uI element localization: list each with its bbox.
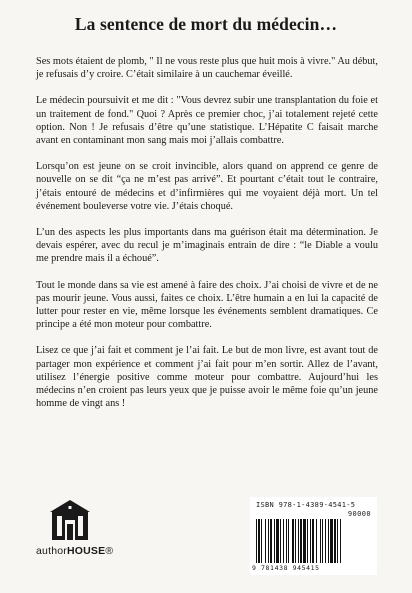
blurb-paragraph-3: Lorsqu’on est jeune on se croit invincible, alors quand on apprend ce genre de nouvelle on se dit “ça ne m’est pas arrivé”. Et pourtant c’était tout le contraire, j’étais entouré de médecins et d’infirmières qui me voyaient déjà mort. Un tel événement bouleverse votre vie. J’étais choqué. [36, 161, 378, 212]
blurb-paragraph-1: Ses mots étaient de plomb, " Il ne vous reste plus que huit mois à vivre." Au début, je refusais d’y croire. C’était similaire à un cauchemar éveillé. [36, 56, 378, 81]
barcode-bars [256, 519, 371, 563]
blurb-text [36, 55, 378, 423]
barcode-digits: 9 781438 945415 [252, 564, 320, 572]
registered-mark: ® [105, 545, 114, 557]
publisher-name-bold: HOUSE [66, 545, 106, 557]
blurb-paragraph-6: Lisez ce que j’ai fait et comment je l’ai fait. Le but de mon livre, est avant tout de partager mon expérience et comment j’ai fait pour m’en sortir. Allez de l’avant, utilisez l’énergie positive comme moteur pour combattre. Aujourd’hui les médecins n’en croient pas leurs yeux que je puisse avoir le même foie qu’un jeune homme de vingt ans ! [36, 345, 378, 410]
publisher-name [36, 545, 114, 557]
blurb-paragraph-4: L’un des aspects les plus importants dans ma guérison était ma détermination. Je devais espérer, avec du recul je m’imaginais entrain de dire : “le Diable a voulu me prendre mais il a échoué”. [36, 227, 378, 265]
blurb-paragraph-5: Tout le monde dans sa vie est amené à faire des choix. J’ai choisi de vivre et de ne pas mourir jeune. Vous aussi, faites ce choix. L’être humain a en lui la capacité de lutter pour rester en vie, même lorsque les événements semblent dramatiques. Ce principe a été mon moteur pour combattre. [36, 279, 378, 331]
back-cover-title: La sentence de mort du médecin… [74, 14, 338, 34]
blurb-paragraph-2: Le médecin poursuivit et me dit : "Vous devrez subir une transplantation du foie et un traitement de fond." Quoi ? Après ce premier choc, j’ai totalement rejeté cette option. Non ! Je refusais d’être qu’une statistique. L’Hépatite C faisait marche avant en contaminant mon sang mais moi j’allais combattre. [36, 95, 378, 147]
isbn-barcode [250, 497, 377, 575]
publisher-name-light: author [36, 545, 67, 557]
authorhouse-building-logo-icon [48, 498, 92, 542]
publisher-logo [36, 498, 114, 557]
isbn-number: ISBN 978-1-4389-4541-5 [256, 501, 356, 509]
price-code: 90000 [347, 510, 371, 518]
